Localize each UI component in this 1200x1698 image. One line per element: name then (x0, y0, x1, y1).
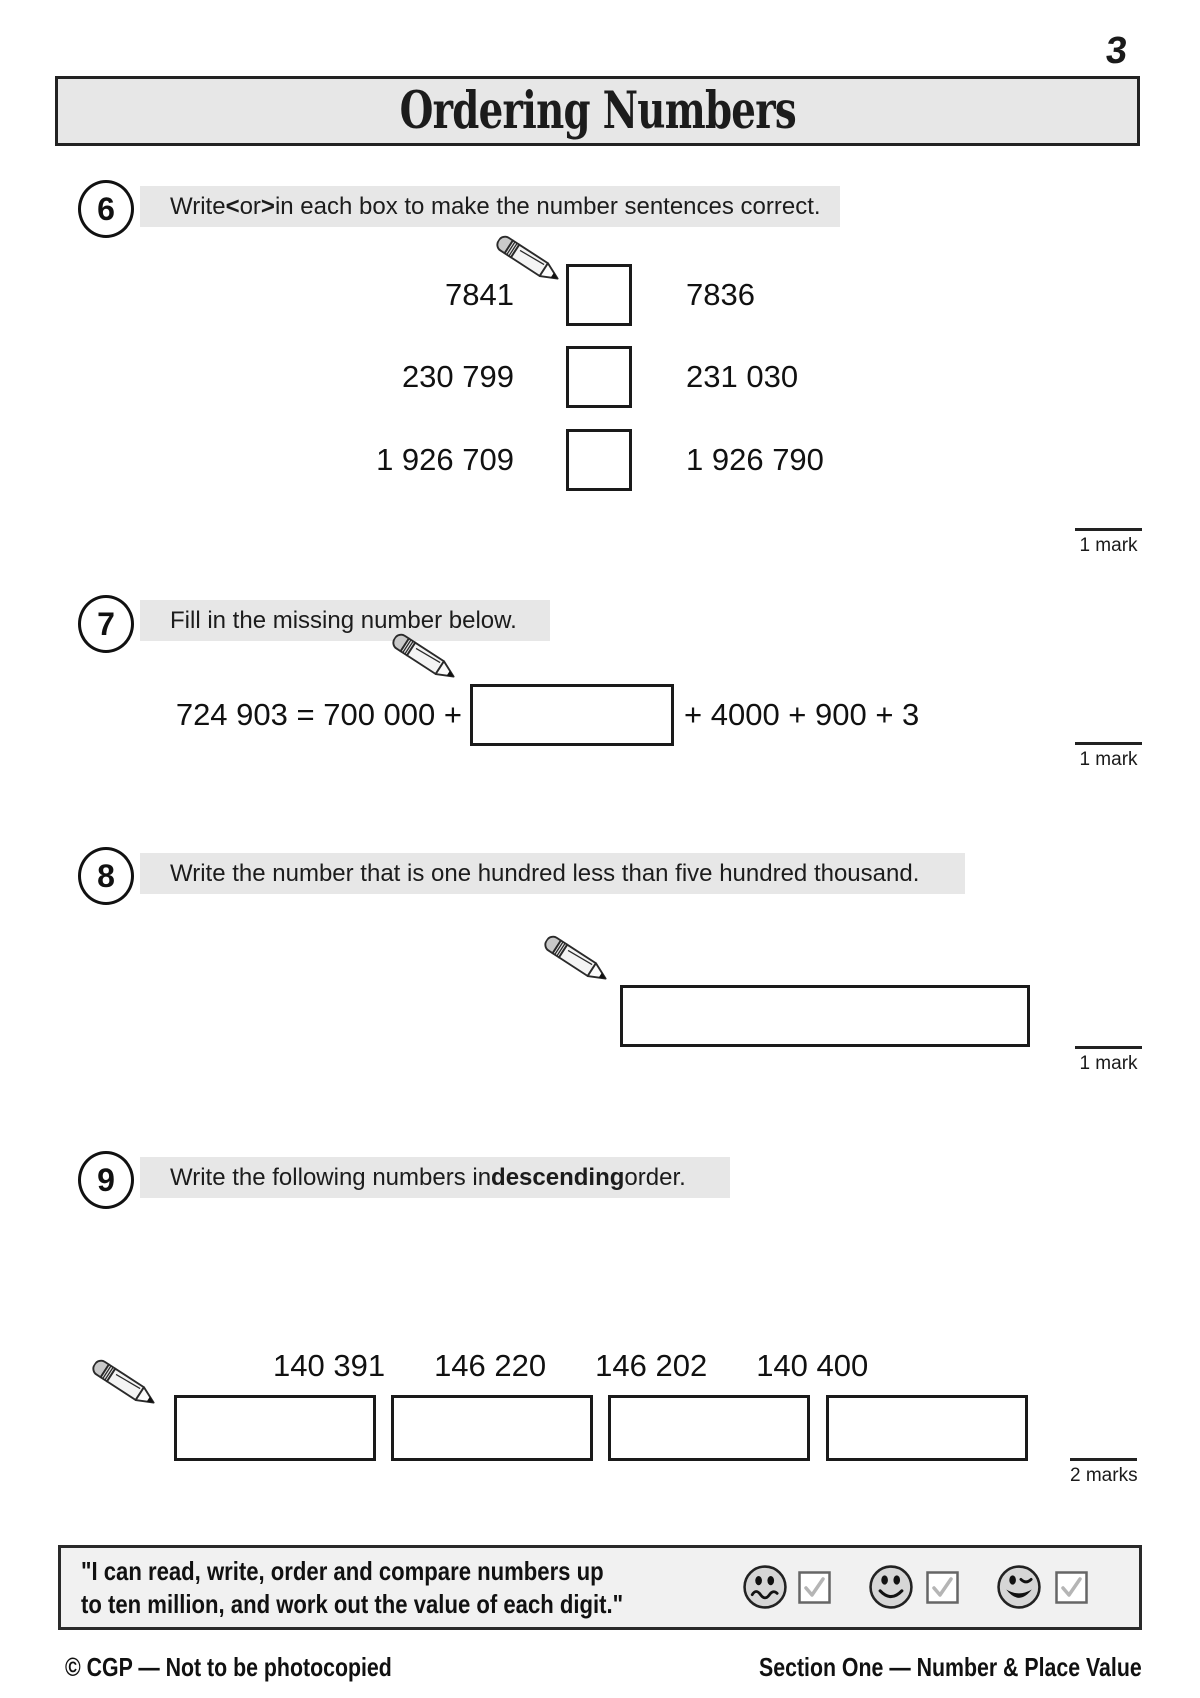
q6-prompt-part: or (239, 192, 261, 220)
row1-left-number: 7841 (445, 277, 514, 312)
row3-left-number: 1 926 709 (376, 442, 514, 477)
question-8-badge (78, 847, 134, 905)
q9-prompt-bold: descending (491, 1163, 625, 1191)
order-box-2[interactable] (391, 1395, 593, 1461)
marks-label: 2 marks (1070, 1465, 1138, 1486)
row2-right-number: 231 030 (686, 359, 799, 394)
question-7-number: 7 (97, 605, 115, 642)
marks-label: 1 mark (1079, 1053, 1138, 1074)
smiley-unsure-icon (742, 1564, 788, 1610)
equation-right-text: + 4000 + 900 + 3 (684, 697, 920, 732)
ordering-boxes (0, 1395, 1200, 1461)
equation-left-text: 724 903 = 700 000 + (175, 697, 462, 732)
comparison-box-1[interactable] (566, 264, 632, 326)
assessment-checkbox-3[interactable] (1055, 1571, 1088, 1604)
q8-prompt-text: Write the number that is one hundred less than five hundred thousand. (170, 859, 920, 887)
question-9-number: 9 (97, 1161, 115, 1198)
row2-left-number: 230 799 (401, 359, 514, 394)
order-box-1[interactable] (174, 1395, 376, 1461)
smiley-happy-icon (996, 1564, 1042, 1610)
number-2: 146 220 (434, 1348, 547, 1383)
row1-right-number: 7836 (686, 277, 755, 312)
comparison-row-3 (140, 429, 824, 491)
q6-marks-indicator (1075, 528, 1142, 557)
q8-marks-indicator (1075, 1046, 1142, 1075)
marks-label: 1 mark (1079, 535, 1138, 556)
assessment-quote-line-2: to ten million, and work out the value of each digit." (81, 1589, 624, 1619)
comparison-row-1 (140, 264, 755, 326)
question-6-number: 6 (97, 190, 115, 227)
answer-box[interactable] (620, 985, 1030, 1047)
q7-marks-indicator (1075, 742, 1142, 771)
q6-prompt-part: in each box to make the number sentences correct. (274, 192, 821, 220)
number-1: 140 391 (273, 1348, 386, 1383)
q9-marks-indicator (1070, 1458, 1137, 1487)
comparison-box-2[interactable] (566, 346, 632, 408)
marks-label: 1 mark (1079, 749, 1138, 770)
pencil-icon (388, 646, 464, 676)
greater-than-symbol: > (260, 192, 275, 220)
question-9-prompt (140, 1157, 730, 1198)
order-box-3[interactable] (608, 1395, 810, 1461)
smiley-ok-icon (868, 1564, 914, 1610)
pencil-icon (540, 948, 616, 978)
q7-prompt-text: Fill in the missing number below. (170, 606, 517, 634)
title-banner (55, 76, 1140, 146)
numbers-to-order (273, 1348, 868, 1384)
page-number: 3 (1103, 30, 1130, 72)
assessment-quote-line-1: "I can read, write, order and compare numbers up (81, 1556, 604, 1586)
q6-prompt-part: Write (170, 192, 226, 220)
question-9-badge (78, 1151, 134, 1209)
marks-line (1075, 742, 1142, 745)
assessment-panel (58, 1545, 1142, 1630)
assessment-checkbox-1[interactable] (798, 1571, 831, 1604)
q9-prompt-part: Write the following numbers in (170, 1163, 492, 1191)
comparison-box-3[interactable] (566, 429, 632, 491)
marks-line (1075, 528, 1142, 531)
question-6-prompt (140, 186, 840, 227)
question-8-number: 8 (97, 857, 115, 894)
question-8-prompt (140, 853, 965, 894)
marks-line (1070, 1458, 1137, 1461)
question-7-prompt (140, 600, 550, 641)
equation-row (140, 684, 919, 746)
number-4: 140 400 (756, 1348, 869, 1383)
footer-section: Section One — Number & Place Value (759, 1652, 1142, 1682)
footer-copyright: © CGP — Not to be photocopied (65, 1652, 392, 1682)
number-3: 146 202 (595, 1348, 708, 1383)
row3-right-number: 1 926 790 (686, 442, 824, 477)
question-7-badge (78, 595, 134, 653)
assessment-checkbox-2[interactable] (926, 1571, 959, 1604)
q9-prompt-part: order. (624, 1163, 686, 1191)
question-6-badge (78, 180, 134, 238)
comparison-row-2 (140, 346, 798, 408)
order-box-4[interactable] (826, 1395, 1028, 1461)
missing-number-box[interactable] (470, 684, 674, 746)
marks-line (1075, 1046, 1142, 1049)
page-title: Ordering Numbers (399, 81, 796, 141)
less-than-symbol: < (225, 192, 240, 220)
